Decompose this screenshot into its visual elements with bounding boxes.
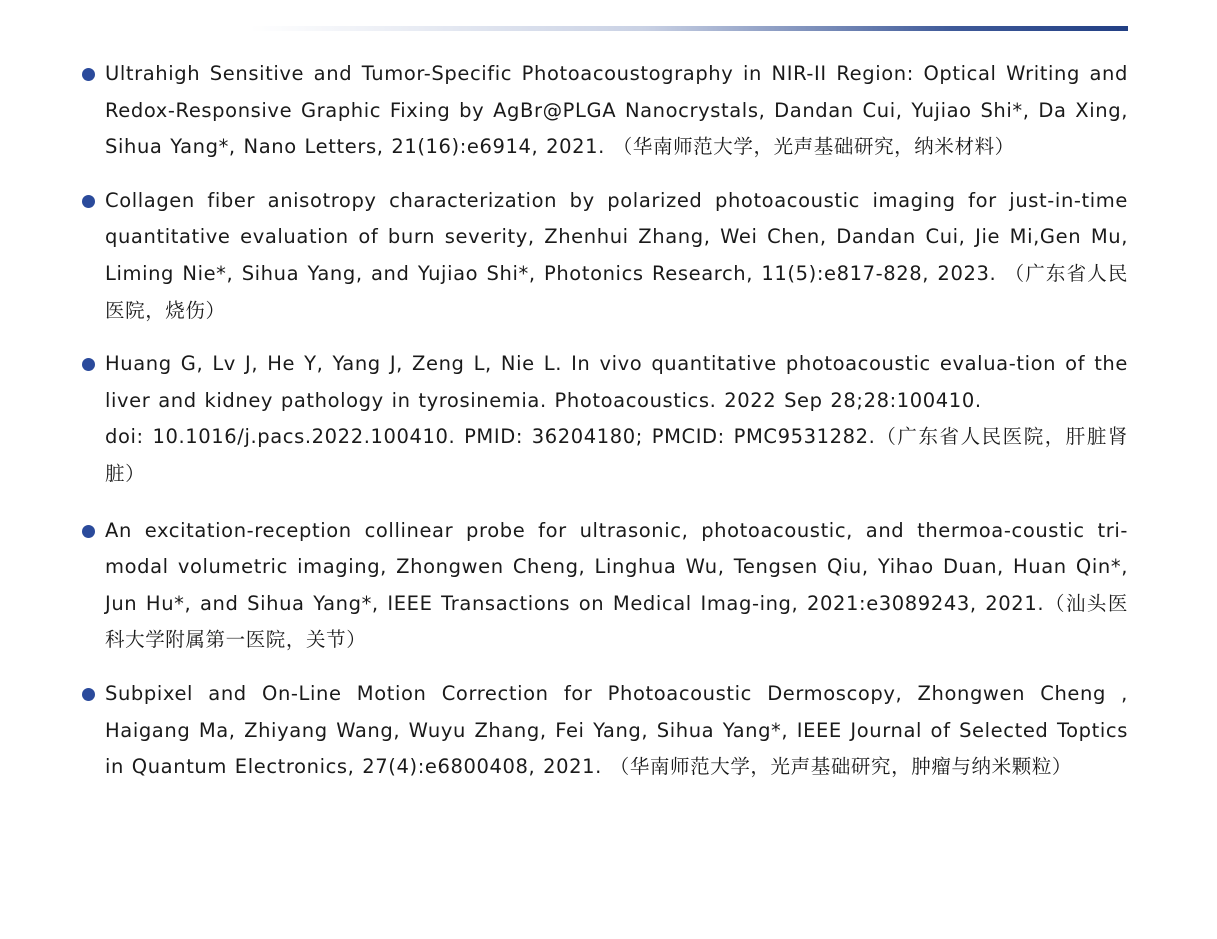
reference-item (80, 513, 1128, 659)
bullet-icon (82, 688, 95, 701)
reference-text: An excitation-reception collinear probe for ultrasonic, photoacoustic, and thermoa-coustic tri-modal volumetric imaging, Zhongwen Cheng, Linghua Wu, Tengsen Qiu, Yihao Duan, Huan Qin*, Jun Hu*, and Sihua Yang*, IEEE Transactions on Medical Imag-ing, 2021:e3089243, 2021.（汕头医科大学附属第一医院，关节） (105, 518, 1128, 652)
reference-item (80, 183, 1128, 329)
bullet-icon (82, 525, 95, 538)
reference-list (80, 56, 1128, 786)
reference-text: Collagen fiber anisotropy characterization by polarized photoacoustic imaging for just-in-time quantitative evaluation of burn severity, Zhenhui Zhang, Wei Chen, Dandan Cui, Jie Mi,Gen Mu, Liming Nie*, Sihua Yang, and Yujiao Shi*, Photonics Research, 11(5):e817-828, 2023. （广东省人民医院，烧伤） (105, 188, 1128, 322)
reference-doi: doi: 10.1016/j.pacs.2022.100410. PMID: 36204180; PMCID: PMC9531282.（广东省人民医院，肝脏肾脏） (105, 425, 1128, 485)
bullet-icon (82, 68, 95, 81)
reference-text: Ultrahigh Sensitive and Tumor-Specific Photoacoustography in NIR-II Region: Optical Writing and Redox-Responsive Graphic Fixing by AgBr@PLGA Nanocrystals, Dandan Cui, Yujiao Shi*, Da Xing, Sihua Yang*, Nano Letters, 21(16):e6914, 2021. （华南师范大学，光声基础研究，纳米材料） (105, 62, 1128, 159)
reference-item (80, 56, 1128, 166)
reference-item (80, 346, 1128, 492)
bullet-icon (82, 358, 95, 371)
reference-item (80, 676, 1128, 786)
reference-text: Subpixel and On-Line Motion Correction for Photoacoustic Dermoscopy, Zhongwen Cheng , Haigang Ma, Zhiyang Wang, Wuyu Zhang, Fei Yang, Sihua Yang*, IEEE Journal of Selected Toptics in Quantum Electronics, 27(4):e6800408, 2021. （华南师范大学，光声基础研究，肿瘤与纳米颗粒） (105, 681, 1128, 779)
bullet-icon (82, 195, 95, 208)
top-gradient-rule (250, 26, 1128, 31)
reference-text: Huang G, Lv J, He Y, Yang J, Zeng L, Nie L. In vivo quantitative photoacoustic evalua-tion of the liver and kidney pathology in tyrosinemia. Photoacoustics. 2022 Sep 28;28:100410. (105, 352, 1128, 412)
